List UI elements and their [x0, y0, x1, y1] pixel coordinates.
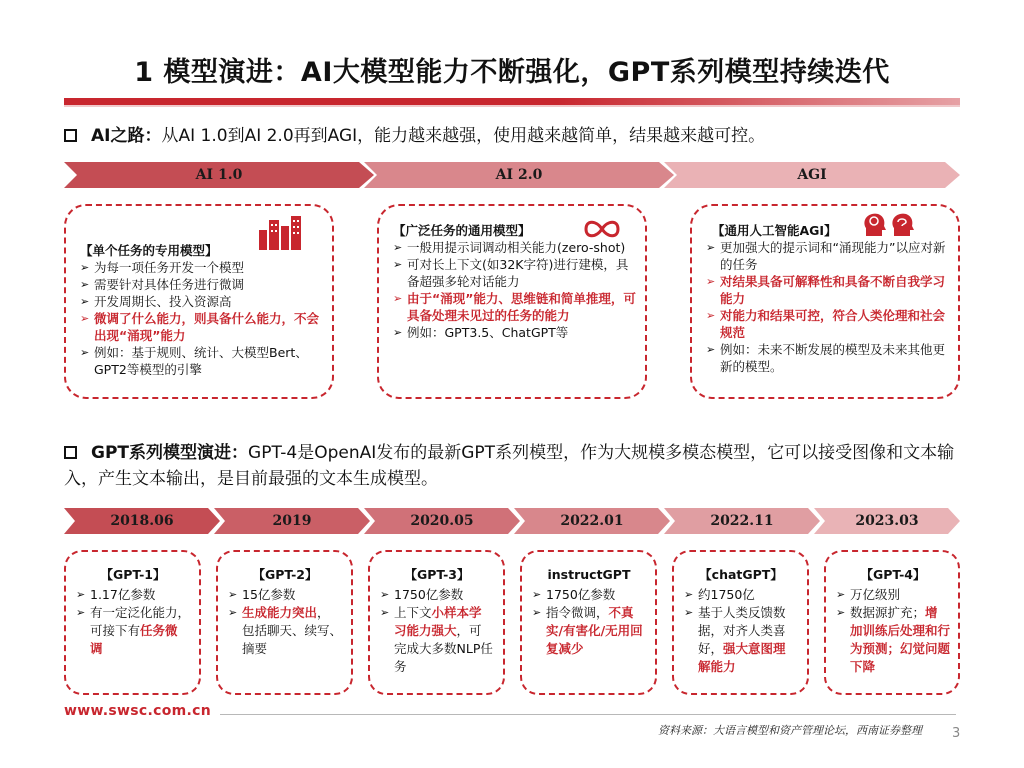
gpt-card-item	[836, 586, 950, 604]
footer-source: 资料来源：大语言模型和资产管理论坛，西南证券整理	[658, 724, 922, 737]
checkbox-bullet-icon	[64, 446, 77, 459]
timeline-arrow-bar	[64, 508, 960, 534]
timeline-date: 2019	[272, 513, 312, 529]
gpt-card-item	[228, 604, 342, 658]
card-agi-content	[706, 222, 946, 375]
gpt-card-text-highlight: 生成能力突出	[242, 605, 318, 620]
card-ai2-item: ➢ 可对长上下文(如32K字符)进行建模，具备超强多轮对话能力	[393, 256, 637, 290]
gpt-card-header: 【GPT-3】	[404, 567, 470, 582]
stage-arrow-bar	[64, 162, 960, 188]
gpt-card-text: 指令微调，	[546, 605, 609, 620]
page-title: 1 模型演进：AI大模型能力不断强化，GPT系列模型持续迭代	[134, 57, 890, 88]
card-ai2-item-highlight: ➢ 由于“涌现”能力、思维链和简单推理，可具备处理未见过的任务的能力	[393, 290, 637, 324]
footer-website-link[interactable]: www.swsc.com.cn	[64, 703, 212, 719]
card-ai1-item-highlight: ➢ 微调了什么能力，则具备什么能力，不会出现“涌现”能力	[80, 310, 320, 344]
gpt-card-text: 1.17亿参数	[90, 587, 156, 602]
gpt-card-text-highlight: 不真实/有害化/无用回复减少	[546, 605, 643, 656]
section-gpt-text: GPT-4是OpenAI发布的最新GPT系列模型，作为大规模多模态模型，它可以接受图像和文本输入，产生文本输出，是目前最强的文本生成模型。	[64, 443, 955, 489]
section-ai-road-label: AI之路：	[91, 126, 162, 146]
gpt-card-text-highlight: 强大意图理解能力	[698, 641, 786, 674]
footer-divider	[220, 714, 956, 715]
gpt-card-4-content	[532, 566, 646, 658]
gpt-card-text: ，包括聊天、续写、摘要	[242, 605, 343, 656]
gpt-card-item	[532, 586, 646, 604]
gpt-card-text: 数据源扩充；	[850, 605, 926, 620]
card-ai1-content	[80, 242, 320, 378]
card-ai1-item: ➢ 开发周期长、投入资源高	[80, 293, 320, 310]
timeline-date: 2022.01	[560, 513, 624, 529]
card-ai1-item: ➢ 需要针对具体任务进行微调	[80, 276, 320, 293]
timeline-date: 2020.05	[410, 513, 474, 529]
stage-label-ai2: AI 2.0	[495, 167, 543, 183]
gpt-card-text-highlight: 增加训练后处理和行为预测；幻觉问题下降	[850, 605, 951, 674]
gpt-card-item	[684, 586, 798, 604]
checkbox-bullet-icon	[64, 129, 77, 142]
gpt-card-item	[836, 604, 950, 676]
page-number: 3	[952, 726, 961, 741]
gpt-card-item	[532, 604, 646, 658]
gpt-card-1-content	[76, 566, 190, 658]
gpt-card-header: 【GPT-4】	[860, 567, 926, 582]
card-ai2-header: 【广泛任务的通用模型】	[393, 223, 531, 238]
timeline-date: 2018.06	[110, 513, 174, 529]
section-gpt-label: GPT系列模型演进：	[91, 443, 249, 463]
gpt-card-text: 1750亿参数	[546, 587, 616, 602]
gpt-card-item	[380, 604, 494, 676]
section-gpt-evolution	[64, 440, 964, 492]
gpt-card-item	[228, 586, 342, 604]
gpt-card-text: 1750亿参数	[394, 587, 464, 602]
gpt-card-text-highlight: 小样本学习能力强大	[394, 605, 482, 638]
gpt-card-5-content	[684, 566, 798, 676]
gpt-card-text: 15亿参数	[242, 587, 296, 602]
gpt-card-item	[76, 586, 190, 604]
gpt-card-header: 【chatGPT】	[699, 567, 783, 582]
stage-label-ai1: AI 1.0	[195, 167, 243, 183]
gpt-card-item	[684, 604, 798, 676]
card-agi-item: ➢ 例如：未来不断发展的模型及未来其他更新的模型。	[706, 341, 946, 375]
section-ai-road-text: 从AI 1.0到AI 2.0再到AGI，能力越来越强，使用越来越简单，结果越来越可控。	[161, 126, 766, 146]
gpt-card-text-highlight: 任务微调	[90, 623, 178, 656]
card-ai2-item: ➢ 例如：GPT3.5、ChatGPT等	[393, 324, 637, 341]
gpt-card-header: 【GPT-1】	[100, 567, 166, 582]
gpt-card-2-content	[228, 566, 342, 658]
gpt-card-item	[380, 586, 494, 604]
stage-label-agi: AGI	[797, 167, 827, 183]
gpt-card-text: 上下文	[394, 605, 432, 620]
section-ai-road	[64, 123, 964, 149]
card-agi-item-highlight: ➢ 对结果具备可解释性和具备不断自我学习能力	[706, 273, 946, 307]
gpt-card-text: 万亿级别	[850, 587, 901, 602]
title-divider	[64, 98, 960, 105]
gpt-card-header: instructGPT	[547, 567, 631, 582]
gpt-card-header: 【GPT-2】	[252, 567, 318, 582]
card-agi-item: ➢ 更加强大的提示词和“涌现能力”以应对新的任务	[706, 239, 946, 273]
card-agi-header: 【通用人工智能AGI】	[712, 223, 837, 238]
gpt-card-text: 约1750亿	[698, 587, 755, 602]
timeline-date: 2023.03	[855, 513, 919, 529]
card-ai2-content	[393, 222, 637, 341]
card-ai1-item: ➢ 为每一项任务开发一个模型	[80, 259, 320, 276]
card-ai1-item: ➢ 例如：基于规则、统计、大模型Bert、GPT2等模型的引擎	[80, 344, 320, 378]
card-agi-item-highlight: ➢ 对能力和结果可控，符合人类伦理和社会规范	[706, 307, 946, 341]
gpt-card-text: 基于人类反馈数据，对齐人类喜好，	[698, 605, 786, 656]
card-ai1-header: 【单个任务的专用模型】	[80, 243, 218, 258]
gpt-card-6-content	[836, 566, 950, 676]
gpt-card-item	[76, 604, 190, 658]
card-ai2-item: ➢ 一般用提示词调动相关能力(zero-shot)	[393, 239, 637, 256]
gpt-card-text: 有一定泛化能力，可接下有	[90, 605, 191, 638]
timeline-date: 2022.11	[710, 513, 774, 529]
gpt-card-3-content	[380, 566, 494, 676]
gpt-card-text: ，可完成大多数NLP任务	[394, 623, 493, 674]
